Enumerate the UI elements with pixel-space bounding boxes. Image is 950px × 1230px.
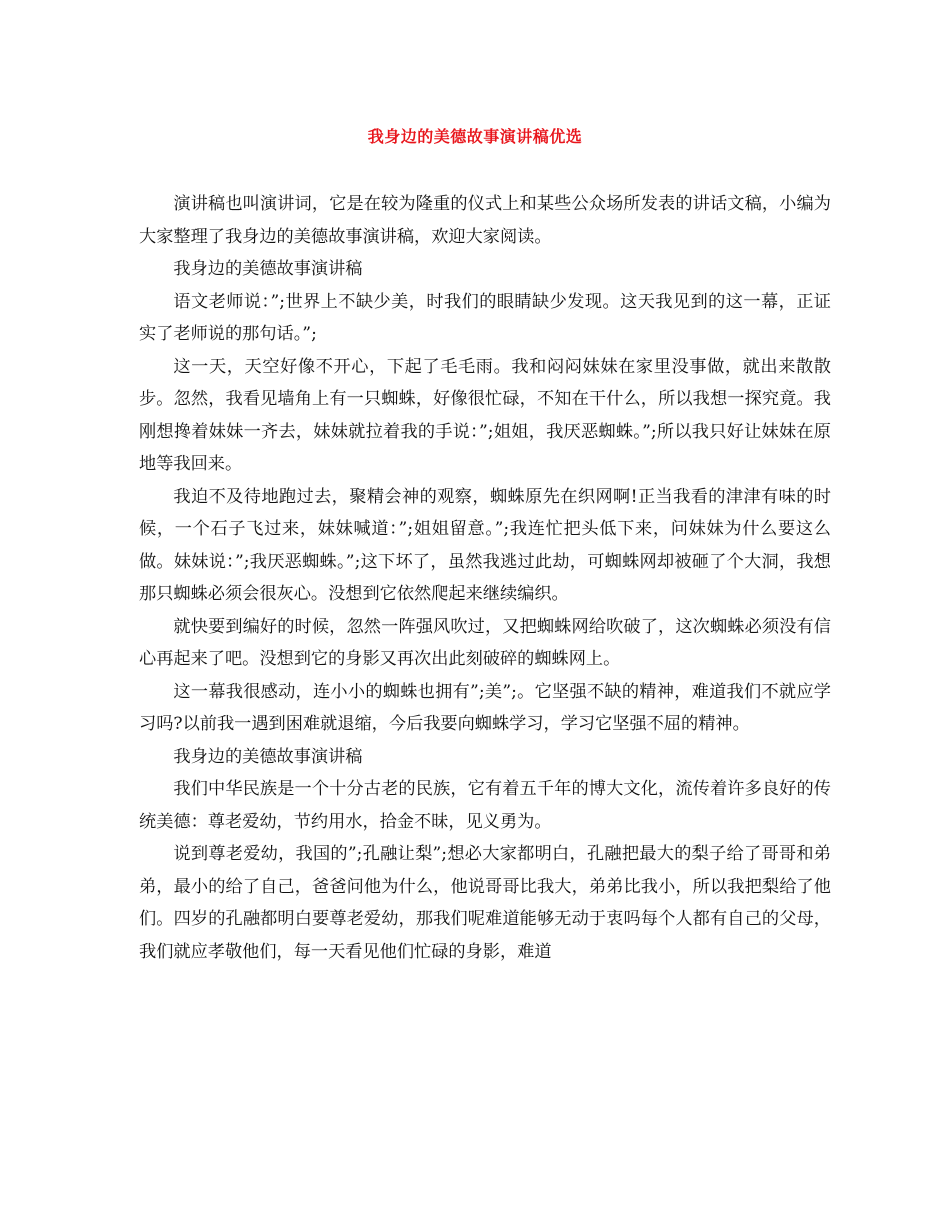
document-body	[139, 188, 831, 968]
paragraph: 说到尊老爱幼，我国的”;孔融让梨”;想必大家都明白，孔融把最大的梨子给了哥哥和弟弟，最小的给了自己，爸爸问他为什么，他说哥哥比我大，弟弟比我小，所以我把梨给了他们。四岁的孔融都明白要尊老爱幼，那我们呢难道能够无动于衷吗每个人都有自己的父母，我们就应孝敬他们，每一天看见他们忙碌的身影，难道	[139, 844, 831, 962]
paragraph: 我迫不及待地跑过去，聚精会神的观察，蜘蛛原先在织网啊!正当我看的津津有味的时候，一个石子飞过来，妹妹喊道：”;姐姐留意。”;我连忙把头低下来，问妹妹为什么要这么做。妹妹说：”;我厌恶蜘蛛。”;这下坏了，虽然我逃过此劫，可蜘蛛网却被砸了个大洞，我想那只蜘蛛必须会很灰心。没想到它依然爬起来继续编织。	[139, 486, 831, 604]
paragraph: 这一天，天空好像不开心，下起了毛毛雨。我和闷闷妹妹在家里没事做，就出来散散步。忽然，我看见墙角上有一只蜘蛛，好像很忙碌，不知在干什么，所以我想一探究竟。我刚想搀着妹妹一齐去，妹妹就拉着我的手说：”;姐姐，我厌恶蜘蛛。”;所以我只好让妹妹在原地等我回来。	[139, 356, 831, 474]
section-heading-2: 我身边的美德故事演讲稿	[173, 746, 363, 767]
section-heading-1: 我身边的美德故事演讲稿	[173, 259, 363, 279]
paragraph: 我们中华民族是一个十分古老的民族，它有着五千年的博大文化，流传着许多良好的传统美德：尊老爱幼，节约用水，拾金不昧，见义勇为。	[139, 779, 831, 832]
paragraph: 语文老师说：”;世界上不缺少美，时我们的眼睛缺少发现。这天我见到的这一幕，正证实了老师说的那句话。”;	[139, 291, 831, 344]
paragraph: 就快要到编好的时候，忽然一阵强风吹过，又把蜘蛛网给吹破了，这次蜘蛛必须没有信心再起来了吧。没想到它的身影又再次出此刻破碎的蜘蛛网上。	[139, 616, 831, 669]
paragraph-intro: 演讲稿也叫演讲词，它是在较为隆重的仪式上和某些公众场所发表的讲话文稿，小编为大家整理了我身边的美德故事演讲稿，欢迎大家阅读。	[139, 194, 831, 247]
document-title: 我身边的美德故事演讲稿优选	[367, 127, 583, 146]
paragraph: 这一幕我很感动，连小小的蜘蛛也拥有”;美”;。它坚强不缺的精神，难道我们不就应学习吗?以前我一遇到困难就退缩，今后我要向蜘蛛学习，学习它坚强不屈的精神。	[139, 681, 831, 734]
